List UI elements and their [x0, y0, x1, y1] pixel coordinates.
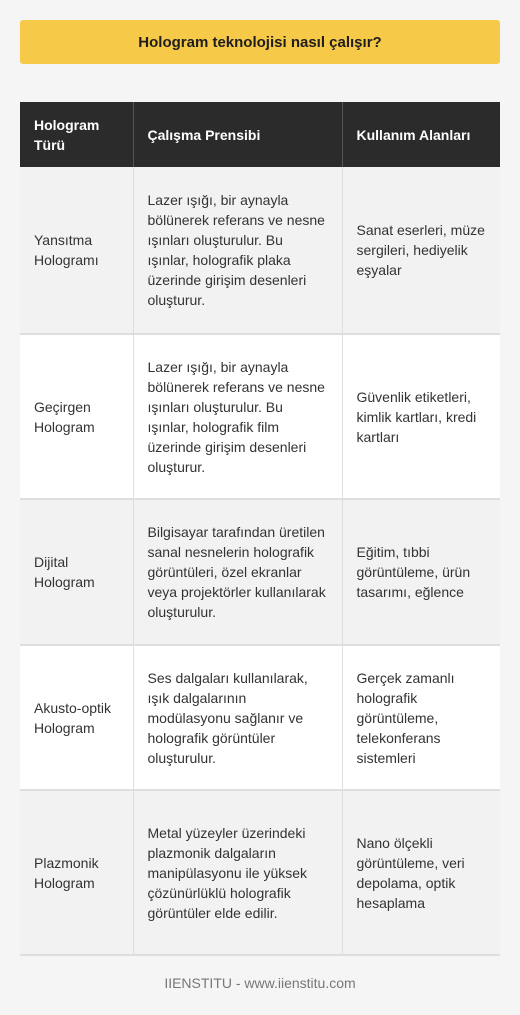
footer-credit: IIENSTITU - www.iienstitu.com [164, 975, 356, 991]
cell-principle: Ses dalgaları kullanılarak, ışık dalgalarının modülasyonu sağlanır ve holografik görüntüler oluşturulur. [133, 645, 342, 790]
table-row [20, 645, 500, 790]
cell-type: Dijital Hologram [20, 499, 133, 645]
cell-principle: Metal yüzeyler üzerindeki plazmonik dalgaların manipülasyonu ile yüksek çözünürlüklü holografik görüntüler elde edilir. [133, 790, 342, 955]
cell-usage: Güvenlik etiketleri, kimlik kartları, kredi kartları [342, 334, 500, 499]
table-header-row [20, 102, 500, 167]
table-row [20, 167, 500, 334]
cell-principle: Lazer ışığı, bir aynayla bölünerek referans ve nesne ışınları oluşturulur. Bu ışınlar, holografik film üzerinde girişim desenleri oluşturur. [133, 334, 342, 499]
table-row [20, 334, 500, 499]
hologram-table [20, 102, 500, 956]
page-title: Hologram teknolojisi nasıl çalışır? [20, 20, 500, 64]
table-row [20, 790, 500, 955]
cell-principle: Lazer ışığı, bir aynayla bölünerek referans ve nesne ışınları oluşturulur. Bu ışınlar, holografik plaka üzerinde girişim desenleri oluşturur. [133, 167, 342, 334]
column-header-principle: Çalışma Prensibi [133, 102, 342, 167]
cell-principle: Bilgisayar tarafından üretilen sanal nesnelerin holografik görüntüleri, özel ekranlar veya projektörler kullanılarak oluşturulur. [133, 499, 342, 645]
cell-usage: Gerçek zamanlı holografik görüntüleme, telekonferans sistemleri [342, 645, 500, 790]
cell-type: Yansıtma Hologramı [20, 167, 133, 334]
cell-type: Geçirgen Hologram [20, 334, 133, 499]
table-row [20, 499, 500, 645]
cell-type: Plazmonik Hologram [20, 790, 133, 955]
column-header-usage: Kullanım Alanları [342, 102, 500, 167]
cell-usage: Sanat eserleri, müze sergileri, hediyelik eşyalar [342, 167, 500, 334]
cell-usage: Nano ölçekli görüntüleme, veri depolama, optik hesaplama [342, 790, 500, 955]
column-header-type: Hologram Türü [20, 102, 133, 167]
cell-usage: Eğitim, tıbbi görüntüleme, ürün tasarımı, eğlence [342, 499, 500, 645]
cell-type: Akusto-optik Hologram [20, 645, 133, 790]
